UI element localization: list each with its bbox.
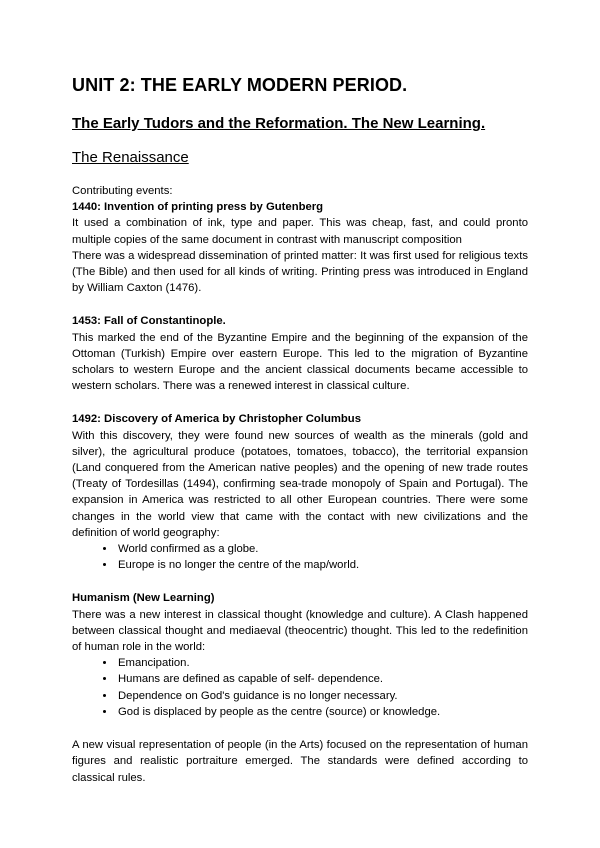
bullet-list [72, 655, 528, 720]
event-paragraph: With this discovery, they were found new sources of wealth as the minerals (gold and silver), the agricultural produce (potatoes, tomatoes, tobacco), the territorial expansion (Land conquered from the American native peoples) and the opening of new trade routes (Treaty of Tordesillas (1494), confirming sea-trade monopoly of Spain and Portugal). The expansion in America was restricted to all other European countries. There were some changes in the world view that came with the contact with new civilizations and the definition of world geography: [72, 429, 528, 539]
section-title: The Renaissance [72, 149, 189, 166]
event-paragraph: It used a combination of ink, type and paper. This was cheap, fast, and could pronto multiple copies of the same document in contrast with manuscript composition [72, 217, 528, 246]
intro-block [72, 183, 528, 296]
list-item: • World confirmed as a globe. [116, 541, 528, 557]
event-heading: Humanism (New Learning) [72, 592, 215, 605]
bullet-list [72, 541, 528, 573]
event-america [72, 411, 528, 573]
event-heading: 1440: Invention of printing press by Gutenberg [72, 201, 324, 214]
list-item: • Emancipation. [116, 655, 528, 671]
list-item: • Dependence on God's guidance is no longer necessary. [116, 688, 528, 704]
event-heading: 1492: Discovery of America by Christopher Columbus [72, 413, 361, 426]
event-constantinople [72, 313, 528, 394]
list-item: • Europe is no longer the centre of the map/world. [116, 557, 528, 573]
event-paragraph: There was a widespread dissemination of printed matter: It was first used for religious texts (The Bible) and then used for all kinds of writing. Printing press was introduced in England by William Caxton (1476). [72, 249, 528, 295]
section-humanism [72, 590, 528, 720]
list-item: • God is displaced by people as the centre (source) or knowledge. [116, 704, 528, 720]
event-paragraph: There was a new interest in classical thought (knowledge and culture). A Clash happened between classical thought and mediaeval (theocentric) thought. This led to the redefinition of human role in the world: [72, 608, 528, 654]
unit-subtitle: The Early Tudors and the Reformation. The New Learning. [72, 115, 486, 132]
intro-label: Contributing events: [72, 185, 173, 197]
unit-title: UNIT 2: THE EARLY MODERN PERIOD. [72, 75, 408, 95]
event-paragraph: This marked the end of the Byzantine Empire and the beginning of the expansion of the Ottoman (Turkish) Empire over eastern Europe. This led to the migration of Byzantine scholars to western Europe and the ancient classical documents became accessible to western scholars. There was a renewed interest in classical culture. [72, 331, 528, 393]
event-printing-press [72, 199, 528, 296]
closing-paragraph: A new visual representation of people (in the Arts) focused on the representation of human figures and realistic portraiture emerged. The standards were defined according to classical rules. [72, 739, 528, 784]
list-item: • Humans are defined as capable of self- dependence. [116, 671, 528, 687]
closing-block [72, 737, 528, 786]
event-heading: 1453: Fall of Constantinople. [72, 315, 226, 328]
